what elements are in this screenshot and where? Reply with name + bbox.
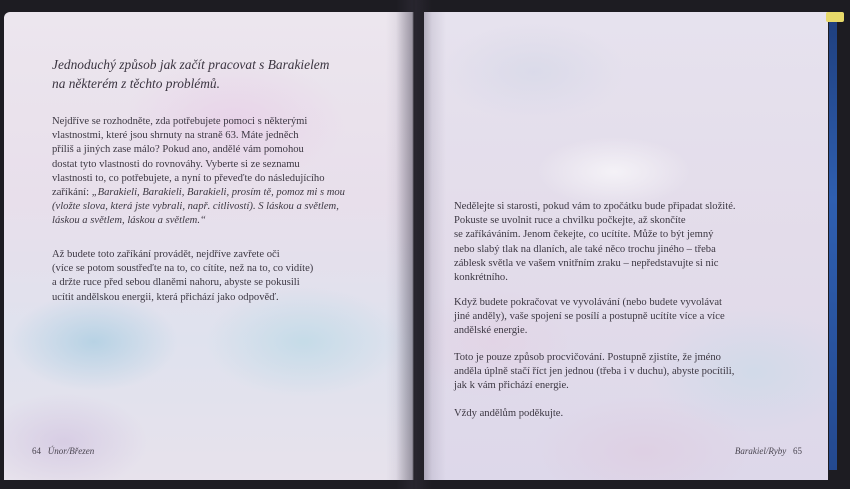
cover-corner [826,12,844,22]
left-paragraph-1 [52,115,345,229]
right-paragraph-4 [454,407,563,421]
left-page [4,12,414,480]
text-line: Pokuste se uvolnit ruce a chvilku počkejte, až skončíte [454,215,686,227]
text-line: dostat tyto vlastnosti do rovnováhy. Vyberte si ze seznamu [52,158,300,170]
left-paragraph-2 [52,248,313,305]
text-line [52,186,345,200]
text-run: zaříkání: [52,187,92,199]
text-line: Až budete toto zaříkání provádět, nejdříve zavřete oči [52,249,280,260]
text-line: Toto je pouze způsob procvičování. Postupně zjistíte, že jméno [454,352,721,363]
text-line: záblesk světla ve vašem vnitřním zraku – nepředstavujte si nic [454,257,719,269]
text-line: ucítit andělskou energii, která přichází jako odpověď. [52,291,279,303]
invocation-text: (vložte slova, která jste vybrali, např. citlivostí). S láskou a světlem, [52,201,339,213]
right-page [424,12,828,480]
text-line: andělské energie. [454,325,528,337]
page-number: 64 [32,446,41,456]
invocation-text: láskou a světlem, láskou a světlem.“ [52,215,206,227]
text-line: (více se potom soustřeďte na to, co cítíte, než na to, co vidíte) [52,263,314,275]
running-title: Barakiel/Ryby [734,446,787,456]
cover-edge [829,18,837,470]
right-folio [735,446,802,456]
text-line: vlastnostmi, které jsou shrnuty na straně 63. Máte jedněch [52,130,299,142]
book-spine-gutter [396,0,432,489]
section-heading [52,55,382,93]
text-line: Nejdříve se rozhodněte, zda potřebujete pomoci s některými [52,116,308,127]
text-line: Nedělejte si starosti, pokud vám to zpočátku bude připadat složité. [454,201,736,212]
text-line: jak k vám přichází energie. [454,380,569,392]
text-line: a držte ruce před sebou dlaněmi nahoru, abyste se pokusili [52,277,300,289]
text-line: anděla úplně stačí říct jen jednou (třeba i v duchu), abyste pocítili, [454,366,735,378]
heading-line: Jednoduchý způsob jak začít pracovat s Barakielem [52,57,330,72]
right-paragraph-3 [454,351,734,394]
left-folio [32,446,94,456]
text-line: Vždy andělům poděkujte. [454,408,564,419]
text-line: jiné anděly), vaše spojení se posílí a postupně ucítíte více a více [454,311,725,323]
running-title: Únor/Březen [47,446,95,456]
text-line: konkrétního. [454,272,508,284]
right-paragraph-2 [454,296,725,339]
page-number: 65 [793,446,802,456]
invocation-text: „Barakieli, Barakieli, Barakieli, prosím tě, pomoz mi s mou [91,187,345,199]
text-line: příliš a jiných zase málo? Pokud ano, andělé vám pomohou [52,144,304,156]
text-line: se zaříkáváním. Jenom čekejte, co ucítíte. Může to být jemný [454,229,714,241]
text-line: nebo slabý tlak na dlaních, ale také něco trochu jiného – třeba [454,243,716,255]
heading-line: na některém z těchto problémů. [52,76,220,91]
text-line: Když budete pokračovat ve vyvolávání (nebo budete vyvolávat [454,297,722,308]
text-line: vlastnosti to, co potřebujete, a nyní to převeďte do následujícího [52,172,325,184]
right-paragraph-1 [454,200,736,285]
